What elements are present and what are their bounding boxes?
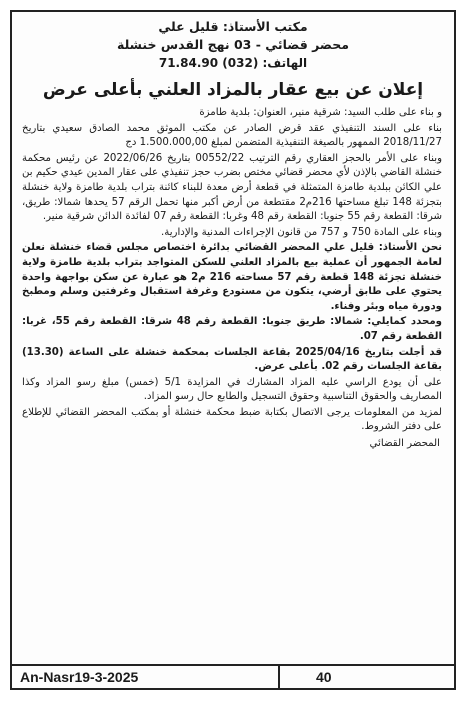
paragraph-auction-date: قد أجلت بتاريخ 2025/04/16 بقاعة الجلسات بمحكمة خنشلة على الساعة (13.30) بقاعة الجلسات رقم 02. بأعلى عرض. [22,346,442,373]
paragraph-request: و بناء على طلب السيد: شرقية منير، العنوان: بلدية طامزة [199,107,442,118]
paragraph-boundaries: ومحدد كمايلي: شمالا: طريق جنوبا: القطعة رقم 48 شرقا: القطعة رقم 55، غربا: القطعة رقم 07. [22,316,442,342]
office-phone: الهاتف: (032) 71.84.90 [158,56,308,70]
paragraph-info: لمزيد من المعلومات يرجى الاتصال بكتابة ضبط محكمة خنشلة أو بمكتب المحضر القضائي للإطلاع على دفتر الشروط. [22,406,442,433]
announcement-body [12,106,454,435]
bailiff-header [12,12,454,72]
paragraph-seizure-order: وبناء على الأمر بالحجز العقاري رقم الترتيب 00552/22 بتاريخ 2022/06/26 عن رئيس محكمة خنشلة القاضي بالإذن لأي محضر قضائي مختص بضرب حجز تنفيذي على عقار المدين عيدي حكيم بن علي الكائن ببلدية طامزة المتمثلة في قطعة أرض معدة للبناء كائنة بتراب بلدية طامزة ولاية خنشلة بتجزئة 148 تبلغ مساحتها 216م2 مقتطعة من أرض أكبر منها تحمل الرقم 57 يحدها شمالا: طريق، شرقا: القطعة رقم 55 جنوبا: القطعة رقم 48 وغربا: القطعة رقم 07 لفائدة الدائن شرقية منير. [22,152,442,223]
paragraph-sale-notice: نحن الأستاذ: قليل علي المحضر القضائي بدائرة اختصاص مجلس قضاء خنشلة نعلن لعامة الجمهور أن عملية بيع بالمزاد العلني للسكن المتواجد بتراب بلدية طامزة ولاية خنشلة تجزئة 148 قطعة رقم 57 مساحته 216 م2 هو عبارة عن سكن بواجهة واحدة يحتوي على طابق أرضي، يتكون من مستودع وغرفة استقبال وغرفتين وسلم ومطبخ ودورة مياه وبئر وفناء. [22,242,442,312]
office-address: محضر قضائي - 03 نهج القدس خنشلة [117,37,349,52]
paragraph-legal-basis: وبناء على المادة 750 و 757 من قانون الإجراءات المدنية والإدارية. [161,226,442,238]
newspaper-source: An-Nasr19-3-2025 [12,666,280,688]
office-name: مكتب الأستاذ: قليل علي [158,19,308,34]
announcement-title: إعلان عن بيع عقار بالمزاد العلني بأعلى عرض [42,80,424,100]
paragraph-deposit: على أن يودع الراسي عليه المزاد المشارك في المزايدة 5/1 (خمس) مبلغ رسو المزاد وكذا المصاريف والحقوق التناسبية وحقوق التسجيل والطابع حال رسو المزاد. [22,376,442,403]
paragraph-enforcement-title: بناء على السند التنفيذي عقد قرض الصادر عن مكتب الموثق محمد الصادق سعيدي بتاريخ 2018/11/27 الممهور بالصيغة التنفيذية المتضمن لمبلغ 1.500.000,00 دج [22,122,442,149]
page-number: 40 [316,669,332,685]
announcement-page [10,10,456,690]
newspaper-footer [12,664,454,688]
signature: المحضر القضائي [369,438,440,450]
